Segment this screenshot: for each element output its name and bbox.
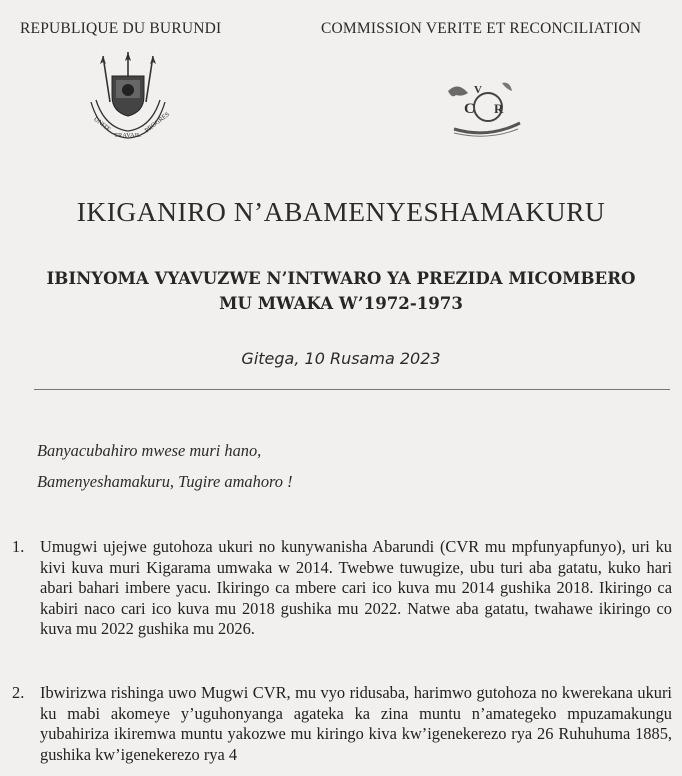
svg-text:V: V [474,84,482,96]
divider [34,389,670,390]
list-item-text: Umugwi ujejwe gutohoza ukuri no kunywanisha Abarundi (CVR mu mpfunyapfunyo), uri ku kivi kuva muri Kigarama umwaka w 2014. Twebwe tuwugize, ubu turi aba gatatu, kuko hari abari bahari imbere yacu. Ikiringo ca mbere cari ico kuva mu 2014 gushika 2018. Ikiringo ca kabiri naco cari ico kuva mu 2018 gushika mu 2022. Natwe aba gatatu, twahawe ikiringo co kuva mu 2022 gushika mu 2026. [40,537,672,639]
list-item [12,537,672,640]
svg-text:C: C [464,101,475,117]
greeting-line-1: Banyacubahiro mwese muri hano, [37,441,262,460]
svg-text:UNITE: UNITE [92,115,112,134]
place-date: Gitega, 10 Rusama 2023 [241,349,441,368]
greeting-line-2: Bamenyeshamakuru, Tugire amahoro ! [37,472,293,491]
svg-text:R: R [494,101,504,116]
header-left: REPUBLIQUE DU BURUNDI [20,20,222,37]
subtitle-line-1: IBINYOMA VYAVUZWE N’INTWARO YA PREZIDA MICOMBERO [46,268,636,288]
svg-text:PROGRES: PROGRES [143,110,171,135]
list-item-number: 1. [12,537,25,556]
list-item [12,683,672,765]
burundi-seal-icon [85,50,171,144]
header-right: COMMISSION VERITE ET RECONCILIATION [321,20,642,37]
list-item-text: Ibwirizwa rishinga uwo Mugwi CVR, mu vyo ridusaba, harimwo gutohoza no kwerekana ukuri ku mabi akomeye y’uguhonyanga agateka ka zina muntu n’amategeko mpuzamakungu yubahiriza ikiremwa muntu yakozwe mu kiringo kiva kw’igenekerezo rya 26 Ruhuhuma 1885, gushika kw’igenekerezo rya 4 [40,683,672,764]
svg-text:TRAVAIL: TRAVAIL [114,132,141,139]
page-title: IKIGANIRO N’ABAMENYESHAMAKURU [76,196,606,227]
cvr-logo-icon [440,73,534,139]
document-subtitle [0,266,682,316]
list-item-number: 2. [12,683,25,702]
subtitle-line-2: MU MWAKA W’1972-1973 [219,293,463,313]
